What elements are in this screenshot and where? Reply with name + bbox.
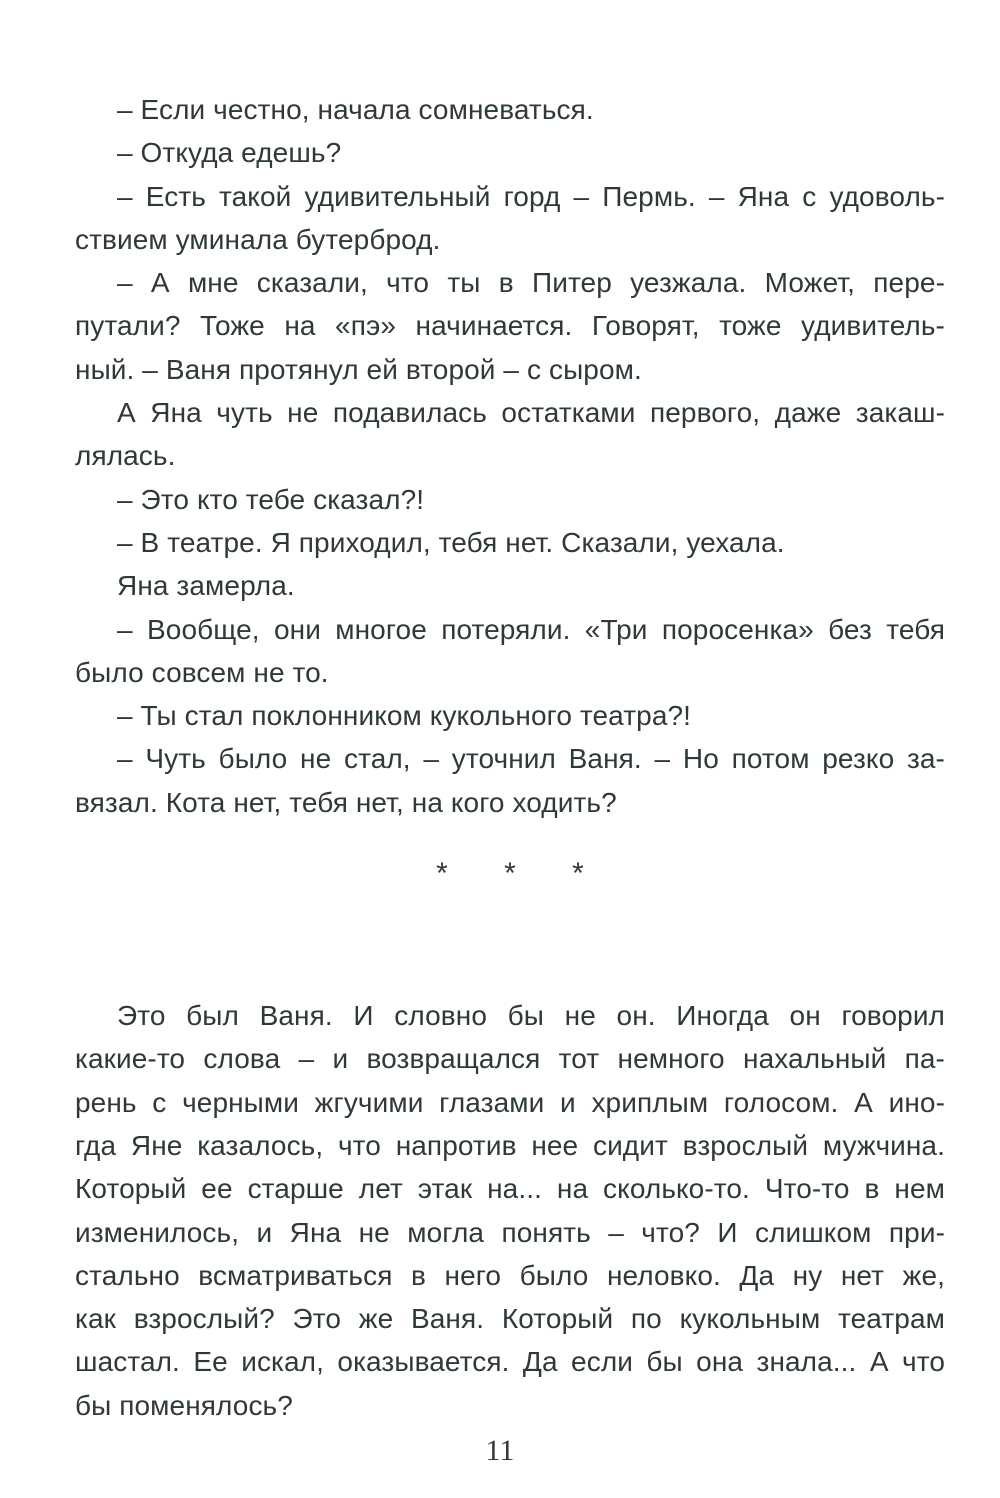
text-line: – А мне сказали, что ты в Питер уезжала. Может, пере-	[117, 267, 945, 299]
text-line: – Ты стал поклонником кукольного театра?!	[117, 700, 692, 732]
text-line: шастал. Ее искал, оказывается. Да если бы она знала... А что	[75, 1346, 945, 1378]
text-line: вязал. Кота нет, тебя нет, на кого ходить?	[75, 786, 617, 818]
text-line: какие-то слова – и возвращался тот немного нахальный па-	[75, 1043, 945, 1075]
text-line: А Яна чуть не подавилась остатками первого, даже закаш-	[117, 397, 945, 429]
text-line: – Чуть было не стал, – уточнил Ваня. – Но потом резко за-	[117, 743, 945, 775]
dialogue-section	[75, 88, 945, 824]
text-line: Который ее старше лет этак на... на сколько-то. Что-то в нем	[75, 1173, 945, 1205]
narrative-section	[75, 994, 945, 1427]
text-line: гда Яне казалось, что напротив нее сидит взрослый мужчина.	[75, 1129, 945, 1161]
text-line: рень с черными жгучими глазами и хриплым голосом. А ино-	[75, 1086, 945, 1118]
text-line: лялась.	[75, 440, 176, 472]
text-line: – Это кто тебе сказал?!	[117, 483, 425, 515]
page-number: 11	[485, 1434, 515, 1467]
text-line: изменилось, и Яна не могла понять – что? И слишком при-	[75, 1216, 945, 1248]
book-page	[75, 88, 945, 1427]
text-line: – В театре. Я приходил, тебя нет. Сказали, уехала.	[117, 526, 785, 558]
text-line: – Вообще, они многое потеряли. «Три поросенка» без тебя	[117, 613, 945, 645]
text-line: было совсем не то.	[75, 656, 329, 688]
text-line: стально всматриваться в него было неловко. Да ну нет же,	[75, 1259, 945, 1291]
text-line: – Есть такой удивительный горд – Пермь. – Яна с удоволь-	[117, 180, 945, 212]
text-line: путали? Тоже на «пэ» начинается. Говорят, тоже удивитель-	[75, 310, 945, 342]
text-line: бы поменялось?	[75, 1389, 293, 1421]
text-line: ный. – Ваня протянул ей второй – с сыром.	[75, 353, 642, 385]
section-separator: * * *	[436, 857, 608, 891]
text-line: как взрослый? Это же Ваня. Который по кукольным театрам	[75, 1303, 945, 1335]
text-line: – Откуда едешь?	[117, 137, 342, 169]
text-line: – Если честно, начала сомневаться.	[117, 94, 594, 125]
text-line: ствием уминала бутерброд.	[75, 223, 441, 255]
text-line: Яна замерла.	[117, 570, 295, 602]
text-line: Это был Ваня. И словно бы не он. Иногда он говорил	[117, 1000, 945, 1032]
